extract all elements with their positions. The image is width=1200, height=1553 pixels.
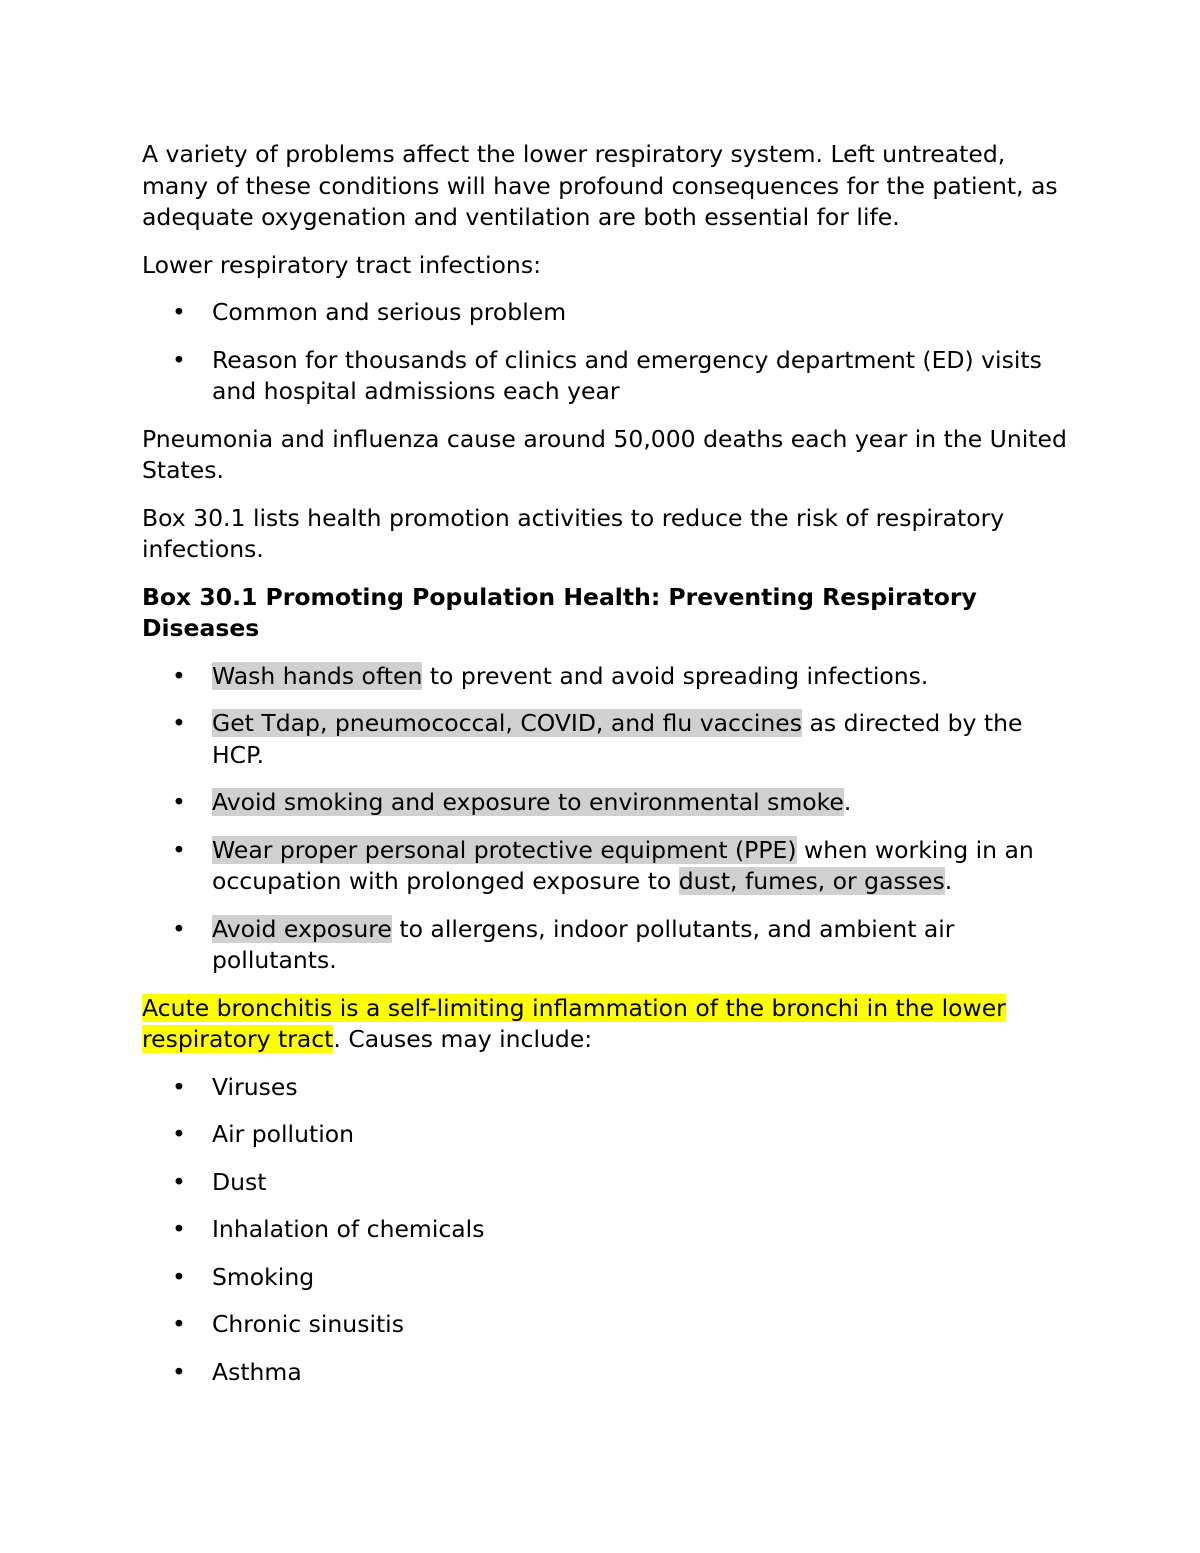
list-item-text: Air pollution xyxy=(212,1120,354,1148)
list-item xyxy=(142,787,1077,819)
bullet-icon: • xyxy=(172,835,186,864)
bullet-icon: • xyxy=(172,661,186,690)
causes-list xyxy=(142,1072,1077,1389)
list-item-text: Viruses xyxy=(212,1072,298,1101)
list-item xyxy=(142,661,1077,693)
list-item-text: Common and serious problem xyxy=(212,298,567,326)
list-item-text: Asthma xyxy=(212,1357,302,1386)
list-item xyxy=(142,1214,1077,1246)
list-item-text: Smoking xyxy=(212,1262,315,1291)
bullet-icon: • xyxy=(172,1215,186,1243)
list-item-text: Dust xyxy=(212,1167,267,1196)
list-item-text: Chronic sinusitis xyxy=(212,1310,404,1338)
yellow-highlighted-text: Acute bronchitis is a self-limiting inflammation of the bronchi in the lower respiratory tract xyxy=(142,993,1006,1053)
highlighted-text: Get Tdap, pneumococcal, COVID, and flu vaccines xyxy=(212,709,802,737)
highlighted-text: Avoid exposure xyxy=(212,914,392,943)
list-item-text: as directed by the HCP. xyxy=(212,709,1023,769)
box-list xyxy=(142,661,1077,977)
bullet-icon: • xyxy=(172,345,186,374)
list-item xyxy=(142,297,1077,329)
list-item-text: . xyxy=(843,788,852,816)
lrti-list xyxy=(142,297,1077,408)
list-item-text: Reason for thousands of clinics and emergency department (ED) visits and hospital admissions each year xyxy=(212,345,1042,405)
list-item xyxy=(142,1357,1077,1389)
list-item-text: . xyxy=(944,867,953,895)
list-item-text: Inhalation of chemicals xyxy=(212,1215,485,1243)
highlighted-text: Avoid smoking and exposure to environmental smoke xyxy=(212,788,844,816)
list-item xyxy=(142,1167,1077,1199)
bronchitis-rest-text: . Causes may include: xyxy=(333,1025,593,1053)
list-item-text: when working in an occupation with prolonged exposure to xyxy=(212,835,1034,895)
bullet-icon: • xyxy=(172,914,186,943)
bullet-icon: • xyxy=(172,1262,186,1291)
bronchitis-paragraph xyxy=(142,993,1077,1056)
highlighted-text: Wash hands often xyxy=(212,661,423,690)
bullet-icon: • xyxy=(172,1167,186,1196)
bullet-icon: • xyxy=(172,298,186,326)
list-item xyxy=(142,345,1077,408)
list-item-text: to prevent and avoid spreading infections. xyxy=(422,661,929,690)
list-item xyxy=(142,1119,1077,1151)
box-title: Box 30.1 Promoting Population Health: Preventing Respiratory Diseases xyxy=(142,582,977,642)
list-item xyxy=(142,708,1077,771)
list-item xyxy=(142,835,1077,898)
intro-paragraph: A variety of problems affect the lower respiratory system. Left untreated, many of these conditions will have profound consequences for the patient, as adequate oxygenation and ventilation are both essential for life. xyxy=(142,140,1058,231)
bullet-icon: • xyxy=(172,1120,186,1148)
bullet-icon: • xyxy=(172,709,186,737)
bullet-icon: • xyxy=(172,1357,186,1386)
bullet-icon: • xyxy=(172,1310,186,1338)
pneumonia-paragraph: Pneumonia and influenza cause around 50,000 deaths each year in the United States. xyxy=(142,424,1067,484)
bullet-icon: • xyxy=(172,1072,186,1101)
lrti-heading: Lower respiratory tract infections: xyxy=(142,250,541,279)
list-item xyxy=(142,1072,1077,1104)
list-item xyxy=(142,1262,1077,1294)
list-item-text: to allergens, indoor pollutants, and ambient air pollutants. xyxy=(212,914,955,974)
list-item xyxy=(142,914,1077,977)
bullet-icon: • xyxy=(172,788,186,816)
document-page xyxy=(142,139,1077,1404)
highlighted-text: Wear proper personal protective equipment (PPE) xyxy=(212,835,797,864)
highlighted-text: dust, fumes, or gasses xyxy=(678,867,945,895)
list-item xyxy=(142,1309,1077,1341)
box-reference-paragraph: Box 30.1 lists health promotion activities to reduce the risk of respiratory infections. xyxy=(142,503,1005,563)
